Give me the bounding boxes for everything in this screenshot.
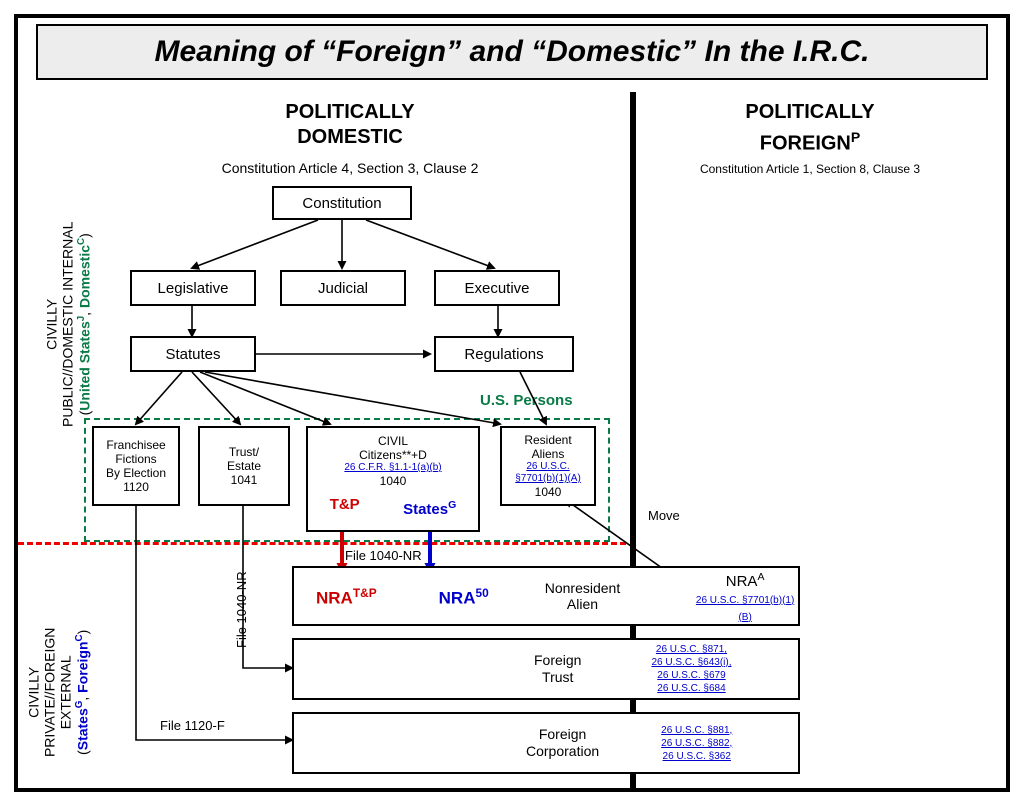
- foreign-trust-cite-1[interactable]: 26 U.S.C. §871,: [655, 644, 728, 655]
- trust-estate-line2: Estate: [226, 459, 262, 473]
- title-bar: [36, 24, 988, 80]
- node-regulations[interactable]: [434, 336, 574, 372]
- resident-aliens-citation-2[interactable]: §7701(b)(1)(A): [515, 473, 581, 484]
- foreign-trust-cite-2[interactable]: 26 U.S.C. §643(i),: [651, 657, 732, 668]
- franchisee-line4: 1120: [123, 480, 149, 494]
- constitution-label: Constitution: [302, 194, 382, 212]
- node-legislative[interactable]: [130, 270, 256, 306]
- file-1040nr-side-label: File 1040-NR: [234, 571, 249, 648]
- nonresident-alien-label: Nonresident Alien: [544, 580, 621, 612]
- node-franchisee-fictions[interactable]: [92, 426, 180, 506]
- civil-citizens-states: States$^G$: [403, 499, 457, 518]
- move-label: Move: [648, 508, 680, 523]
- regulations-label: Regulations: [464, 345, 544, 363]
- node-constitution[interactable]: [272, 186, 412, 220]
- politically-domestic-heading: [160, 100, 540, 150]
- resident-aliens-form: 1040: [534, 485, 562, 499]
- foreign-trust-cite-4[interactable]: 26 U.S.C. §684: [657, 683, 726, 694]
- politically-foreign-heading: [640, 100, 980, 157]
- side-label-lower: [26, 562, 91, 806]
- trust-estate-line1: Trust/: [228, 445, 260, 459]
- foreign-corporation-cite-1[interactable]: 26 U.S.C. §881,: [661, 724, 733, 736]
- foreign-head-line2: $FOREIGN^P$: [759, 129, 861, 155]
- node-foreign-trust-row[interactable]: [292, 638, 800, 700]
- domestic-head-line2: DOMESTIC: [297, 126, 403, 148]
- civil-citizens-line1: CIVIL: [377, 434, 408, 448]
- nra-a-citation[interactable]: 26 U.S.C. §7701(b)(1)(B): [695, 594, 795, 623]
- nra-a-label: $NRA^A$: [725, 570, 765, 590]
- side-upper-line3: (United States$^J$, Domestic$^C$): [75, 233, 93, 416]
- file-1120f-label: File 1120-F: [160, 718, 225, 733]
- resident-aliens-line1: Resident: [524, 433, 572, 447]
- franchisee-line3: By Election: [105, 466, 167, 480]
- page-title: Meaning of “Foreign” and “Domestic” In the I.R.C.: [154, 35, 870, 68]
- node-foreign-corporation-row[interactable]: [292, 712, 800, 774]
- resident-aliens-citation-1[interactable]: 26 U.S.C.: [526, 461, 570, 472]
- trust-estate-line3: 1041: [230, 473, 258, 487]
- foreign-corporation-cite-3[interactable]: 26 U.S.C. §362: [662, 750, 731, 762]
- civil-citizens-tp: T&P: [329, 496, 360, 513]
- file-1040nr-top-label: File 1040-NR: [345, 548, 422, 563]
- foreign-corporation-cite-2[interactable]: 26 U.S.C. §882,: [661, 737, 733, 749]
- node-statutes[interactable]: [130, 336, 256, 372]
- foreign-head-line1: POLITICALLY: [745, 101, 875, 123]
- side-upper-line1: CIVILLY: [43, 298, 60, 350]
- horizontal-red-dashed-divider: [18, 542, 626, 545]
- foreign-trust-label: Foreign Trust: [534, 652, 582, 685]
- side-lower-line4: (States$^G$, Foreign$^C$): [73, 629, 91, 755]
- civil-citizens-form: 1040: [379, 474, 407, 488]
- executive-label: Executive: [464, 279, 530, 297]
- nra-tp-label: $NRA^{T\&P}$: [316, 586, 377, 608]
- node-judicial[interactable]: [280, 270, 406, 306]
- node-executive[interactable]: [434, 270, 560, 306]
- civil-citizens-line2: Citizens**+D: [359, 448, 427, 462]
- domestic-citation: Constitution Article 4, Section 3, Clause 2: [221, 160, 479, 176]
- domestic-head-line1: POLITICALLY: [285, 101, 415, 123]
- node-civil-citizens[interactable]: [306, 426, 480, 532]
- nra-a-cell: [692, 569, 798, 624]
- side-lower-line3: EXTERNAL: [57, 655, 74, 730]
- foreign-trust-cite-3[interactable]: 26 U.S.C. §679: [657, 670, 726, 681]
- foreign-corporation-citations: [661, 724, 732, 763]
- franchisee-line1: Franchisee: [106, 438, 166, 452]
- foreign-trust-citations: [651, 643, 731, 695]
- foreign-citation: Constitution Article 1, Section 8, Clause 3: [699, 162, 921, 176]
- judicial-label: Judicial: [317, 279, 369, 297]
- node-resident-aliens[interactable]: [500, 426, 596, 506]
- statutes-label: Statutes: [165, 345, 221, 363]
- franchisee-line2: Fictions: [115, 452, 157, 466]
- foreign-corporation-label: Foreign Corporation: [526, 726, 600, 759]
- node-nonresident-alien-row[interactable]: [292, 566, 800, 626]
- side-lower-line1: CIVILLY: [25, 666, 42, 718]
- side-upper-line2: PUBLIC//DOMESTIC INTERNAL: [59, 221, 76, 428]
- side-lower-line2: PRIVATE//FOREIGN: [41, 627, 58, 758]
- nra-50-label: NRA$^{50}$: [438, 586, 489, 608]
- node-trust-estate[interactable]: [198, 426, 290, 506]
- us-persons-label: U.S. Persons: [480, 392, 573, 409]
- legislative-label: Legislative: [157, 279, 229, 297]
- civil-citizens-citation[interactable]: 26 C.F.R. §1.1-1(a)(b): [344, 462, 442, 473]
- resident-aliens-line2: Aliens: [531, 447, 565, 461]
